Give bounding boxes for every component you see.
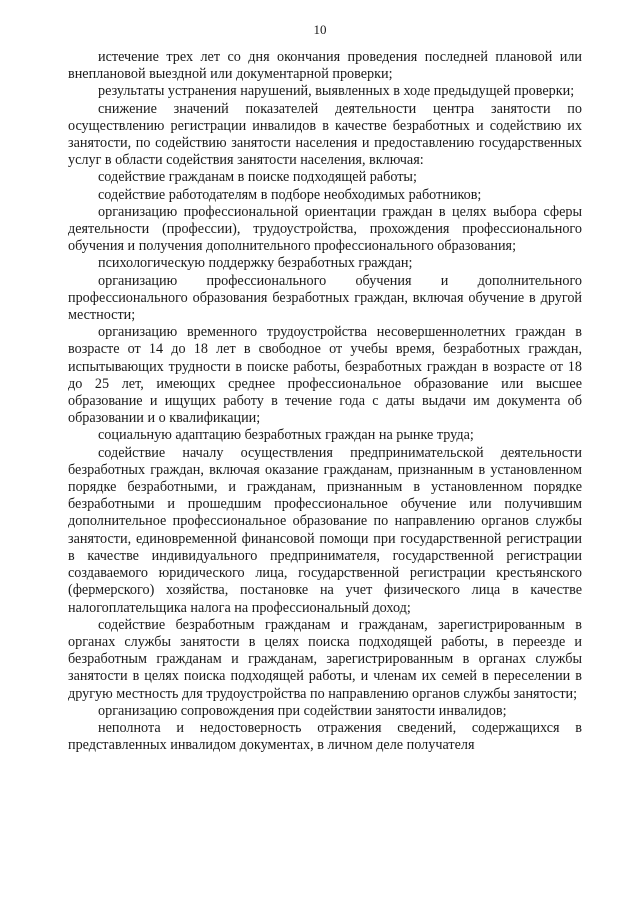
paragraph: снижение значений показателей деятельности центра занятости по осуществлению регистрации инвалидов в качестве безработных и содействию их занятости, по содействию занятости населения и предоставлению государственных услуг в области содействия занятости населения, включая: bbox=[68, 100, 582, 169]
paragraph: истечение трех лет со дня окончания проведения последней плановой или внеплановой выездной или документарной проверки; bbox=[68, 49, 582, 83]
paragraph: неполнота и недостоверность отражения сведений, содержащихся в представленных инвалидом документах, в личном деле получателя bbox=[68, 719, 582, 754]
paragraph: содействие работодателям в подборе необходимых работников; bbox=[98, 186, 482, 203]
paragraph: социальную адаптацию безработных граждан на рынке труда; bbox=[98, 427, 474, 444]
paragraph: психологическую поддержку безработных граждан; bbox=[98, 255, 413, 272]
paragraph: содействие началу осуществления предпринимательской деятельности безработных граждан, включая оказание гражданам, признанным в установленном порядке безработными, и гражданам, признанным в установленном порядке безработными и прошедшим профессиональное обучение или получившим дополнительное профессиональное образование по направлению органов службы занятости, единовременной финансовой помощи при государственной регистрации в качестве индивидуального предпринимателя, государственной регистрации создаваемого юридического лица, государственной регистрации крестьянского (фермерского) хозяйства, постановке на учет физического лица в качестве налогоплательщика налога на профессиональный доход; bbox=[68, 444, 582, 616]
paragraph: результаты устранения нарушений, выявленных в ходе предыдущей проверки; bbox=[98, 83, 575, 100]
paragraph: содействие гражданам в поиске подходящей работы; bbox=[98, 169, 417, 186]
paragraph: организацию временного трудоустройства несовершеннолетних граждан в возрасте от 14 до 18 лет в свободное от учебы время, безработных граждан, испытывающих трудности в поиске работы, безработных граждан в возрасте от 18 до 25 лет, имеющих среднее профессиональное образование или высшее образование и ищущих работу в течение года с даты выдачи им документа об образовании и о квалификации; bbox=[68, 324, 582, 427]
paragraph: организацию профессиональной ориентации граждан в целях выбора сферы деятельности (профессии), трудоустройства, прохождения профессионального обучения и получения дополнительного профессионального образования; bbox=[68, 203, 582, 255]
paragraph: организацию профессионального обучения и дополнительного профессионального образования безработных граждан, включая обучение в другой местности; bbox=[68, 272, 582, 324]
document-body bbox=[68, 49, 582, 754]
page-number: 10 bbox=[313, 22, 327, 37]
paragraph: организацию сопровождения при содействии занятости инвалидов; bbox=[98, 702, 507, 719]
paragraph: содействие безработным гражданам и гражданам, зарегистрированным в органах службы занятости в целях поиска подходящей работы, в переезде и безработным гражданам и гражданам, зарегистрированным в органах службы занятости в целях поиска подходящей работы, и членам их семей в переселении в другую местность для трудоустройства по направлению органов службы занятости; bbox=[68, 616, 582, 702]
